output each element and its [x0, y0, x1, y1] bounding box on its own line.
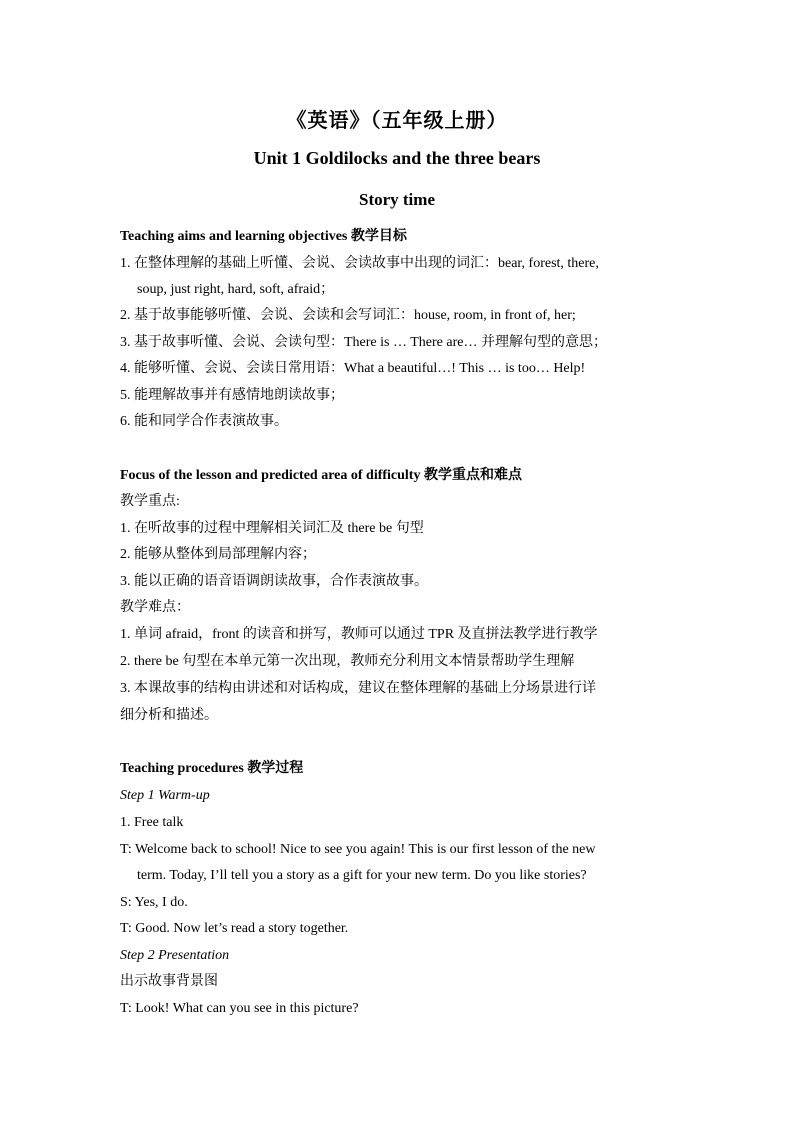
aims-item: 3. 基于故事听懂、会说、会读句型：There is … There are… 并理解句型的意思； — [120, 335, 607, 350]
dialogue-line: T: Good. Now let’s read a story together. — [120, 921, 349, 936]
free-talk-label: 1. Free talk — [120, 815, 184, 830]
dialogue-line: S: Yes, I do. — [120, 895, 188, 910]
aims-item: 6. 能和同学合作表演故事。 — [120, 414, 288, 429]
aims-item: 2. 基于故事能够听懂、会说、会读和会写词汇：house, room, in front of, her; — [120, 308, 576, 323]
step-1-heading: Step 1 Warm-up — [120, 788, 210, 803]
book-title: 《英语》（五年级上册） — [286, 110, 508, 132]
step-2-heading: Step 2 Presentation — [120, 948, 230, 963]
aims-item: 1. 在整体理解的基础上听懂、会说、会读故事中出现的词汇：bear, forest, there, — [120, 256, 599, 271]
difficulty-item: 细分析和描述。 — [120, 708, 218, 723]
show-background-picture: 出示故事背景图 — [120, 974, 218, 989]
focus-heading: Focus of the lesson and predicted area of difficulty 教学重点和难点 — [120, 468, 522, 483]
aims-item: 5. 能理解故事并有感情地朗读故事； — [120, 388, 344, 403]
procedures-heading: Teaching procedures 教学过程 — [120, 761, 304, 776]
aims-item: 4. 能够听懂、会说、会读日常用语：What a beautiful…! This … is too… Help! — [120, 361, 586, 376]
difficulty-item: 3. 本课故事的结构由讲述和对话构成，建议在整体理解的基础上分场景进行详 — [120, 681, 596, 696]
dialogue-line: T: Welcome back to school! Nice to see you again! This is our first lesson of the new — [120, 842, 596, 857]
difficulty-label: 教学难点： — [120, 600, 190, 615]
difficulty-item: 2. there be 句型在本单元第一次出现，教师充分利用文本情景帮助学生理解 — [120, 654, 575, 669]
key-point-item: 1. 在听故事的过程中理解相关词汇及 there be 句型 — [120, 521, 424, 536]
key-point-item: 2. 能够从整体到局部理解内容； — [120, 547, 316, 562]
difficulty-item: 1. 单词 afraid，front 的读音和拼写，教师可以通过 TPR 及直拼法教学进行教学 — [120, 627, 598, 642]
dialogue-line: T: Look! What can you see in this picture? — [120, 1001, 359, 1016]
key-point-item: 3. 能以正确的语音语调朗读故事，合作表演故事。 — [120, 574, 428, 589]
key-points-label: 教学重点: — [120, 494, 180, 509]
dialogue-line: term. Today, I’ll tell you a story as a gift for your new term. Do you like stories? — [137, 868, 587, 883]
aims-heading: Teaching aims and learning objectives 教学目标 — [120, 229, 407, 244]
section-title: Story time — [358, 190, 435, 209]
unit-title: Unit 1 Goldilocks and the three bears — [253, 148, 541, 168]
aims-item: soup, just right, hard, soft, afraid； — [137, 282, 335, 297]
